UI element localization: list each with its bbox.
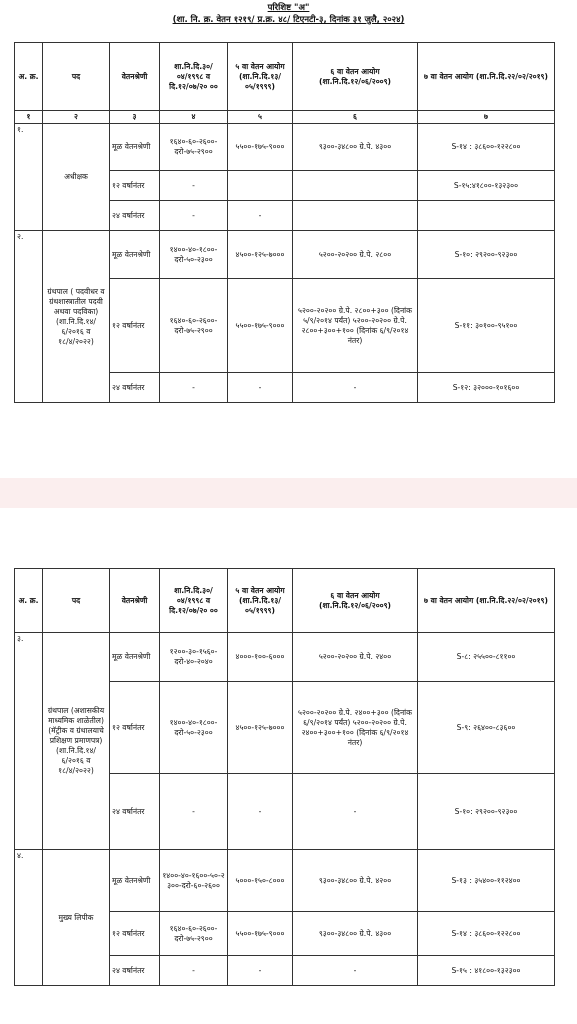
cell-1998: १४००-४०-१६००-५०-२३००-दरो-६०-२६०० <box>160 850 228 912</box>
cell-5th: ४०००-१००-६००० <box>228 633 293 682</box>
table-row <box>15 124 555 171</box>
stage-label: १२ वर्षानंतर <box>110 912 160 956</box>
header-scale: वेतनश्रेणी <box>110 569 160 633</box>
cell-1998: १४००-४०-१८००-दरो-५०-२३०० <box>160 231 228 279</box>
appendix-subtitle: (शा. नि. क्र. वेतन १२१९/ प्र.क्र. ४८/ टिएनटी-३, दिनांक ३१ जुलै, २०२४) <box>172 15 405 25</box>
cell-dash: - <box>160 201 228 231</box>
stage-label: १२ वर्षानंतर <box>110 682 160 774</box>
header-5th-pay: ५ वा वेतन आयोग (शा.नि.दि.१३/ ०५/१९९९) <box>228 43 293 111</box>
cell-dash: - <box>160 774 228 850</box>
cell-1998: १२००-३०-१५६०-दरो-४०-२०४० <box>160 633 228 682</box>
header-scale: वेतनश्रेणी <box>110 43 160 111</box>
cell-dash: - <box>228 201 293 231</box>
header-post: पद <box>43 43 110 111</box>
col-number: ३ <box>110 111 160 124</box>
cell-dash: - <box>293 774 418 850</box>
table-header-row <box>15 569 555 633</box>
cell-dash: - <box>160 373 228 403</box>
document-page-1 <box>0 0 577 478</box>
cell-5th: ४५००-१२५-७००० <box>228 682 293 774</box>
cell-6th: ९३००-३४८०० ग्रे.पे. ४३०० <box>293 124 418 171</box>
cell-7th: S-१५ : ४१८००-१३२३०० <box>418 956 555 986</box>
cell-5th: ५५००-१७५-९००० <box>228 912 293 956</box>
table-row <box>15 633 555 682</box>
cell-1998: १४००-४०-१८००-दरो-५०-२३०० <box>160 682 228 774</box>
col-number: ५ <box>228 111 293 124</box>
cell-empty <box>418 201 555 231</box>
header-sr: अ. क्र. <box>15 569 43 633</box>
cell-6th: ५२००-२०२०० ग्रे.पे. २८००+३०० (दिनांक ५/९/२०१४ पर्यंत) ५२००-२०२०० ग्रे.पे. २८००+३००+१०० (दिनांक ६/९/२०१४ नंतर) <box>293 279 418 373</box>
row-post: अधीक्षक <box>43 124 110 231</box>
cell-6th: ५२००-२०२०० ग्रे.पे. २४०० <box>293 633 418 682</box>
cell-7th: S-११: ३०१००-९५१०० <box>418 279 555 373</box>
cell-7th: S-१५:४१८००-१३२३०० <box>418 171 555 201</box>
row-serial: ३. <box>15 633 43 850</box>
page-separator <box>0 478 577 508</box>
stage-label: १२ वर्षानंतर <box>110 171 160 201</box>
stage-label: २४ वर्षानंतर <box>110 956 160 986</box>
row-serial: २. <box>15 231 43 403</box>
cell-1998: १६४०-६०-२६००-दरो-७५-२९०० <box>160 279 228 373</box>
col-number: १ <box>15 111 43 124</box>
appendix-title: परिशिष्ट "अ" <box>267 3 310 13</box>
header-6th-pay: ६ वा वेतन आयोग (शा.नि.दि.१२/०६/२००९) <box>293 43 418 111</box>
header-7th-pay: ७ वा वेतन आयोग (शा.नि.दि.२२/०२/२०१९) <box>418 43 555 111</box>
cell-7th: S-९: २६४००-८३६०० <box>418 682 555 774</box>
cell-dash: - <box>228 956 293 986</box>
cell-1998: १६४०-६०-२६००-दरो-७५-२९०० <box>160 124 228 171</box>
cell-empty <box>293 171 418 201</box>
cell-dash: - <box>228 373 293 403</box>
cell-5th: ५५००-१७५-९००० <box>228 124 293 171</box>
column-number-row <box>15 111 555 124</box>
header-7th-pay: ७ वा वेतन आयोग (शा.नि.दि.२२/०२/२०१९) <box>418 569 555 633</box>
cell-empty <box>228 171 293 201</box>
header-gr-1998: शा.नि.दि.३०/ ०४/१९९८ व दि.१२/०७/२० ०० <box>160 569 228 633</box>
col-number: ४ <box>160 111 228 124</box>
stage-label: २४ वर्षानंतर <box>110 201 160 231</box>
header-gr-1998: शा.नि.दि.३०/ ०४/१९९८ व दि.१२/०७/२० ०० <box>160 43 228 111</box>
cell-7th: S-८: २५५००-८११०० <box>418 633 555 682</box>
table-row <box>15 850 555 912</box>
stage-label: मूळ वेतनश्रेणी <box>110 850 160 912</box>
stage-label: २४ वर्षानंतर <box>110 774 160 850</box>
pay-scale-table-2 <box>14 568 555 986</box>
cell-6th: ९३००-३४८०० ग्रे.पे. ४२०० <box>293 850 418 912</box>
cell-6th: ९३००-३४८०० ग्रे.पे. ४३०० <box>293 912 418 956</box>
cell-7th: S-१३ : ३५४००-११२४०० <box>418 850 555 912</box>
row-serial: १. <box>15 124 43 231</box>
document-page-2 <box>0 508 577 1024</box>
cell-dash: - <box>228 774 293 850</box>
cell-7th: S-१४ : ३८६००-१२२८०० <box>418 912 555 956</box>
cell-7th: S-१०: २९२००-९२३०० <box>418 774 555 850</box>
row-post: मुख्य लिपीक <box>43 850 110 986</box>
row-post: ग्रंथपाल ( पदवीधर व ग्रंथशास्त्रातील पदवी अथवा पदविका) (शा.नि.दि.१४/ ६/२०१६ व १८/४/२०२२) <box>43 231 110 403</box>
header-post: पद <box>43 569 110 633</box>
cell-dash: - <box>160 956 228 986</box>
row-post: ग्रंथपाल (अशासकीय माध्यमिक शाळेतील) (मॅट्रीक व ग्रंथालयाचे प्रशिक्षण प्रमाणपत्र) (शा.नि.दि.१४/ ६/२०१६ व १८/४/२०२२) <box>43 633 110 850</box>
stage-label: मूळ वेतनश्रेणी <box>110 124 160 171</box>
cell-6th: ५२००-२०२०० ग्रे.पे. २८०० <box>293 231 418 279</box>
table-row <box>15 231 555 279</box>
row-serial: ४. <box>15 850 43 986</box>
cell-6th: ५२००-२०२०० ग्रे.पे. २४००+३०० (दिनांक ६/९/२०१४ पर्यंत) ५२००-२०२०० ग्रे.पे. २४००+३००+१०० (दिनांक ६/९/२०१४ नंतर) <box>293 682 418 774</box>
cell-5th: ५५००-१७५-९००० <box>228 279 293 373</box>
stage-label: २४ वर्षानंतर <box>110 373 160 403</box>
stage-label: मूळ वेतनश्रेणी <box>110 231 160 279</box>
col-number: २ <box>43 111 110 124</box>
header-6th-pay: ६ वा वेतन आयोग (शा.नि.दि.१२/०६/२००९) <box>293 569 418 633</box>
cell-7th: S-१४ : ३८६००-१२२८०० <box>418 124 555 171</box>
cell-5th: ४५००-१२५-७००० <box>228 231 293 279</box>
cell-7th: S-१२: ३२०००-१०१६०० <box>418 373 555 403</box>
cell-7th: S-१०: २९२००-९२३०० <box>418 231 555 279</box>
cell-1998: १६४०-६०-२६००-दरो-७५-२९०० <box>160 912 228 956</box>
table-header-row <box>15 43 555 111</box>
cell-dash: - <box>160 171 228 201</box>
col-number: ७ <box>418 111 555 124</box>
pay-scale-table-1 <box>14 42 555 403</box>
col-number: ६ <box>293 111 418 124</box>
stage-label: १२ वर्षानंतर <box>110 279 160 373</box>
cell-dash: - <box>293 956 418 986</box>
cell-5th: ५०००-१५०-८००० <box>228 850 293 912</box>
cell-empty <box>293 201 418 231</box>
header-5th-pay: ५ वा वेतन आयोग (शा.नि.दि.१३/ ०५/१९९९) <box>228 569 293 633</box>
cell-dash: - <box>293 373 418 403</box>
header-sr: अ. क्र. <box>15 43 43 111</box>
stage-label: मूळ वेतनश्रेणी <box>110 633 160 682</box>
